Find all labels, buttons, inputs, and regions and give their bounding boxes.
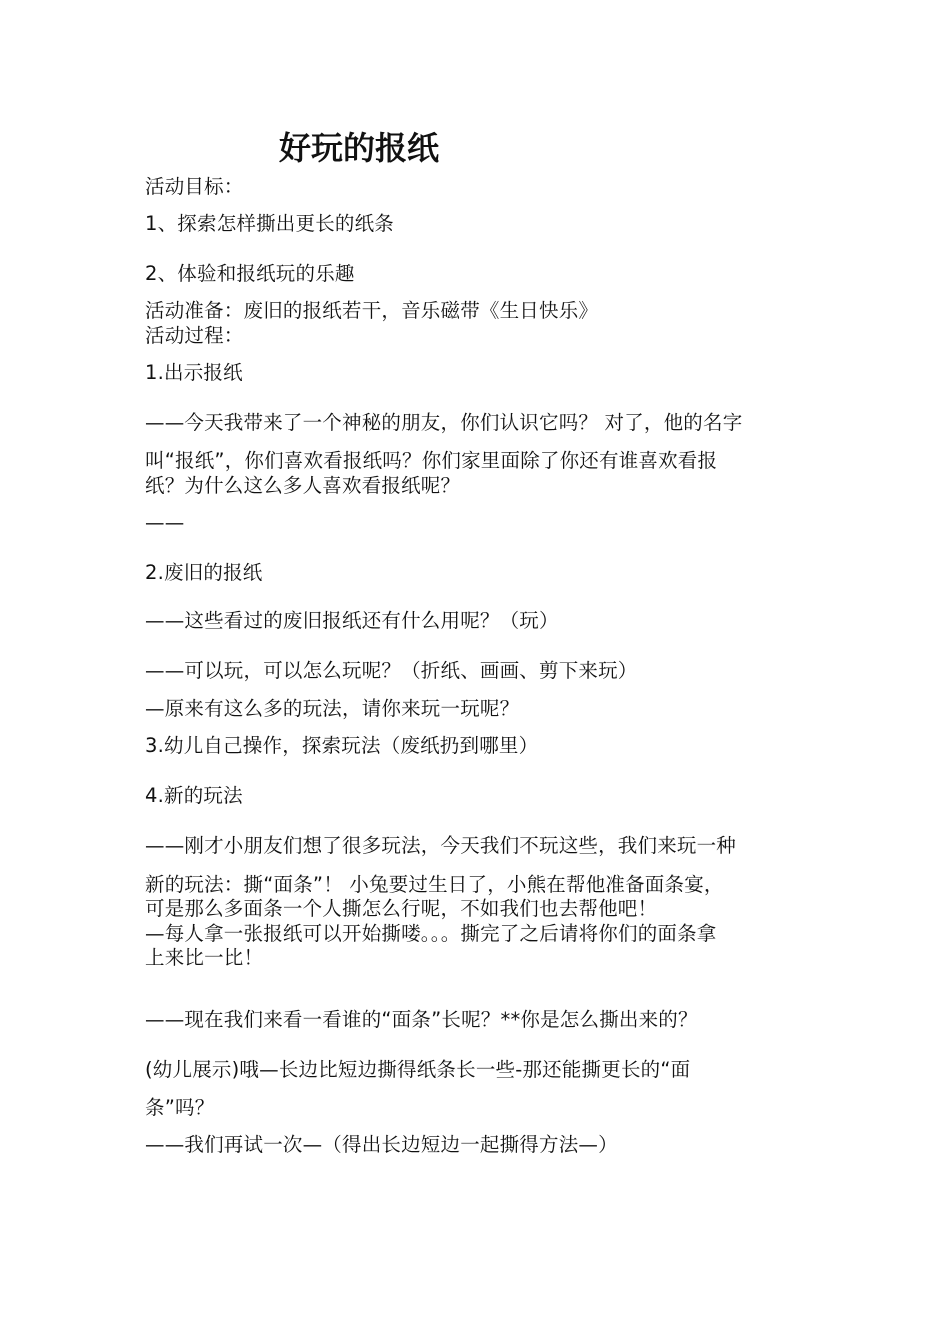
text-line: ——现在我们来看一看谁的“面条”长呢？**你是怎么撕出来的？ [145,1008,698,1031]
text-line: 3.幼儿自己操作，探索玩法（废纸扔到哪里） [145,734,539,757]
text-line: 条”吗？ [145,1096,215,1119]
text-line: 2.废旧的报纸 [145,561,263,584]
document-title: 好玩的报纸 [279,129,440,167]
text-line: 1.出示报纸 [145,361,243,384]
text-line: —— [145,511,185,534]
text-line: 2、体验和报纸玩的乐趣 [145,262,355,285]
text-line: 活动准备：废旧的报纸若干，音乐磁带《生日快乐》 [145,299,599,322]
text-line: ——刚才小朋友们想了很多玩法，今天我们不玩这些，我们来玩一种 [145,834,737,857]
text-line: 活动目标： [145,175,244,198]
text-line: ——可以玩，可以怎么玩呢？（折纸、画画、剪下来玩） [145,659,638,682]
text-line: 活动过程： [145,324,244,347]
text-line: 可是那么多面条一个人撕怎么行呢，不如我们也去帮他吧！ [145,897,658,920]
text-line: 新的玩法：撕“面条”！ 小兔要过生日了，小熊在帮他准备面条宴， [145,873,724,896]
text-line: —原来有这么多的玩法，请你来玩一玩呢？ [145,697,520,720]
text-line: 纸？为什么这么多人喜欢看报纸呢？ [145,474,461,497]
text-line: 4.新的玩法 [145,784,243,807]
text-line: 叫“报纸”，你们喜欢看报纸吗？你们家里面除了你还有谁喜欢看报 [145,449,718,472]
text-line: ——这些看过的废旧报纸还有什么用呢？（玩） [145,609,559,632]
text-line: —每人拿一张报纸可以开始撕喽。。。撕完了之后请将你们的面条拿 [145,922,717,945]
text-line: ——我们再试一次—（得出长边短边一起撕得方法—） [145,1133,618,1156]
text-line: 1、探索怎样撕出更长的纸条 [145,212,395,235]
text-line: ——今天我带来了一个神秘的朋友，你们认识它吗？ 对了，他的名字 [145,411,743,434]
text-line: 上来比一比！ [145,946,264,969]
text-line: (幼儿展示)哦—长边比短边撕得纸条长一些-那还能撕更长的“面 [145,1058,691,1081]
